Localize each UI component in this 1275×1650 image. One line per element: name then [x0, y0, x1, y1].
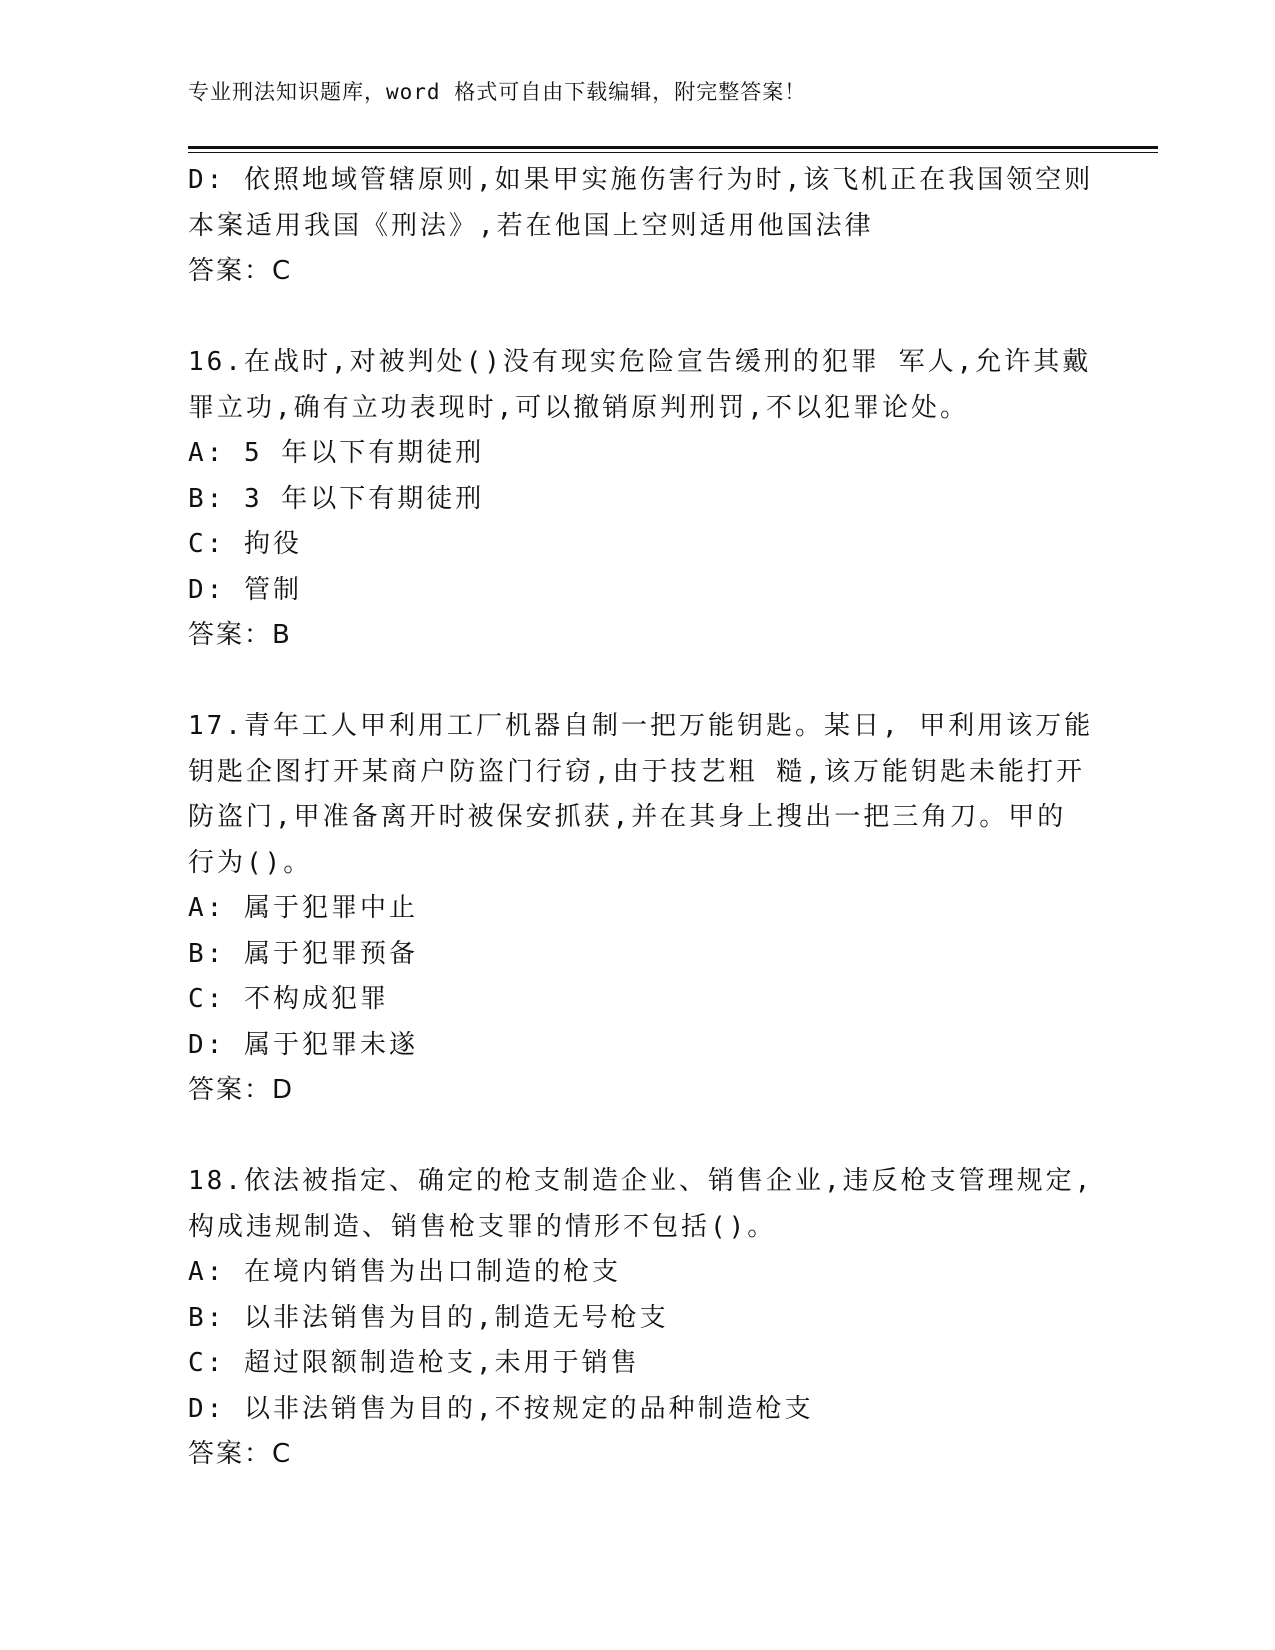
answer-line: 答案：C — [188, 1439, 293, 1469]
option-a: A: 属于犯罪中止 — [188, 893, 418, 923]
header-rule-thin — [188, 152, 1158, 153]
question-text: 构成违规制造、销售枪支罪的情形不包括()。 — [188, 1211, 777, 1242]
option-c: C: 不构成犯罪 — [188, 984, 389, 1014]
question-text: 17.青年工人甲利用工厂机器自制一把万能钥匙。某日, 甲利用该万能 — [188, 711, 1094, 741]
spacer — [188, 1114, 1088, 1160]
question-17 — [188, 704, 1094, 1114]
answer-line: 答案：D — [188, 1075, 295, 1105]
answer-line: 答案：B — [188, 620, 292, 650]
option-c: C: 拘役 — [188, 529, 302, 559]
question-content — [188, 158, 1094, 1478]
option-b: B: 属于犯罪预备 — [188, 938, 418, 969]
option-b: B: 3 年以下有期徒刑 — [188, 483, 485, 514]
question-text: 罪立功,确有立功表现时,可以撤销原判刑罚,不以犯罪论处。 — [188, 392, 969, 423]
option-c: C: 超过限额制造枪支,未用于销售 — [188, 1348, 640, 1378]
question-text: 钥匙企图打开某商户防盗门行窃,由于技艺粗 糙,该万能钥匙未能打开 — [188, 756, 1085, 787]
question-16 — [188, 340, 1092, 659]
option-a: A: 在境内销售为出口制造的枪支 — [188, 1257, 621, 1287]
option-d: D: 以非法销售为目的,不按规定的品种制造枪支 — [188, 1393, 814, 1424]
question-text: 防盗门,甲准备离开时被保安抓获,并在其身上搜出一把三角刀。甲的 — [188, 802, 1067, 832]
option-d-line: D: 依照地域管辖原则,如果甲实施伤害行为时,该飞机正在我国领空则 — [188, 165, 1094, 195]
option-d: D: 属于犯罪未遂 — [188, 1029, 418, 1060]
question-18 — [188, 1159, 1094, 1478]
question-text: 16.在战时,对被判处()没有现实危险宣告缓刑的犯罪 军人,允许其戴 — [188, 347, 1092, 377]
option-b: B: 以非法销售为目的,制造无号枪支 — [188, 1302, 669, 1333]
question-text: 18.依法被指定、确定的枪支制造企业、销售企业,违反枪支管理规定, — [188, 1166, 1094, 1196]
option-d: D: 管制 — [188, 574, 302, 605]
page-header: 专业刑法知识题库，word 格式可自由下载编辑，附完整答案！ — [188, 80, 807, 104]
option-a: A: 5 年以下有期徒刑 — [188, 438, 485, 468]
answer-line: 答案：C — [188, 256, 293, 286]
question-text: 行为()。 — [188, 847, 313, 878]
previous-question-tail — [188, 158, 1094, 295]
header-rule-thick — [188, 146, 1158, 149]
spacer — [188, 659, 1088, 705]
spacer — [188, 295, 1088, 341]
option-d-line: 本案适用我国《刑法》,若在他国上空则适用他国法律 — [188, 210, 874, 241]
